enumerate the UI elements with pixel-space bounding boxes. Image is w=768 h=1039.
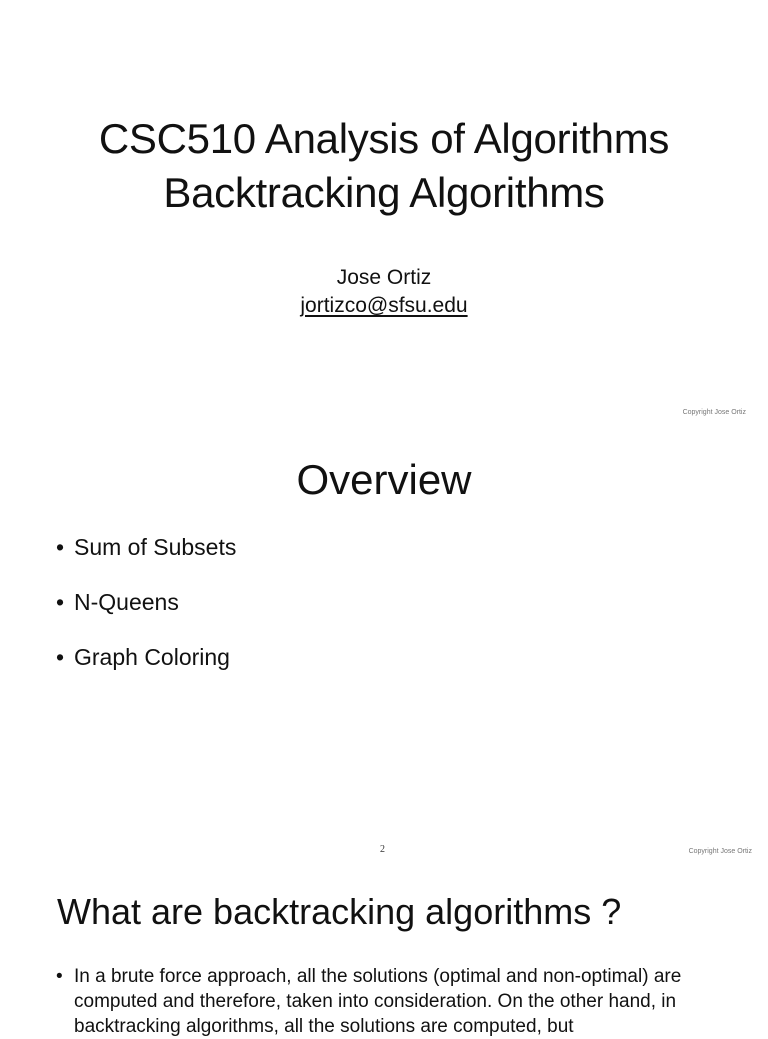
author-email-link[interactable]: jortizco@sfsu.edu [300,294,468,317]
bullet-icon: • [56,644,65,670]
bullet-icon: • [56,966,63,987]
presentation-title [0,112,768,220]
definition-paragraph: In a brute force approach, all the solutions (optimal and non-optimal) are computed and therefore, taken into consideration. On the other hand, in backtracking algorithms, all the solutions are computed, but [74,966,682,1037]
bullet-icon: • [56,534,65,560]
author-name: Jose Ortiz [336,266,432,289]
slide-heading: What are backtracking algorithms ? [57,891,622,932]
slide-backtracking-definition [0,860,768,1037]
page-number: 2 [380,844,385,855]
slide-heading: Overview [296,456,472,503]
slide-overview [0,428,768,860]
definition-bullet [56,964,716,1039]
author-block [0,264,768,320]
list-item-text: Sum of Subsets [74,534,237,560]
title-line-course: CSC510 Analysis of Algorithms [98,115,670,162]
list-item-text: Graph Coloring [74,644,230,670]
list-item [56,532,236,562]
copyright-notice: Copyright Jose Ortiz [682,409,746,416]
copyright-notice: Copyright Jose Ortiz [688,848,752,855]
list-item [56,642,236,672]
list-item-text: N-Queens [74,589,179,615]
overview-list [56,532,236,697]
list-item [56,587,236,617]
title-line-topic: Backtracking Algorithms [163,169,605,216]
bullet-icon: • [56,589,65,615]
slide-title [0,0,768,428]
